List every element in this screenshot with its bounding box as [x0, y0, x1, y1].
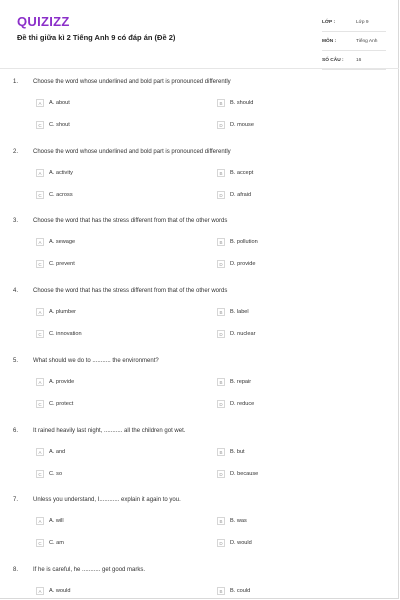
header-divider: [0, 68, 399, 69]
option-letter-box: B: [217, 587, 225, 595]
meta-row-class: [322, 13, 386, 32]
option-letter-box: C: [36, 470, 44, 478]
question-number: 4.: [13, 288, 19, 294]
option-letter-box: A: [36, 378, 44, 386]
meta-table: [322, 13, 386, 70]
answer-option-b[interactable]: [217, 238, 258, 246]
option-letter-box: D: [217, 191, 225, 199]
answer-option-c[interactable]: [36, 400, 73, 408]
option-letter-box: A: [36, 448, 44, 456]
question-text: Choose the word that has the stress different from that of the other words: [33, 288, 228, 294]
option-letter-box: A: [36, 99, 44, 107]
option-text: D. nuclear: [230, 331, 256, 337]
option-text: B. could: [230, 588, 251, 594]
question-number: 5.: [13, 358, 19, 364]
option-text: A. will: [49, 518, 64, 524]
answer-option-c[interactable]: [36, 260, 75, 268]
option-text: A. plumber: [49, 309, 77, 315]
option-letter-box: B: [217, 378, 225, 386]
option-text: D. mouse: [230, 122, 254, 128]
option-text: D. afraid: [230, 192, 252, 198]
option-text: C. shout: [49, 122, 70, 128]
answer-option-a[interactable]: [36, 378, 74, 386]
answer-option-d[interactable]: [217, 260, 256, 268]
option-text: A. provide: [49, 379, 75, 385]
option-letter-box: B: [217, 448, 225, 456]
option-letter-box: A: [36, 517, 44, 525]
option-letter-box: B: [217, 308, 225, 316]
option-letter-box: A: [36, 238, 44, 246]
answer-option-d[interactable]: [217, 330, 256, 338]
answer-option-b[interactable]: [217, 517, 247, 525]
answer-option-c[interactable]: [36, 191, 73, 199]
question-number: 7.: [13, 497, 19, 503]
question-number: 3.: [13, 218, 19, 224]
meta-value: 16: [356, 57, 362, 63]
meta-value: Tiếng Anh: [356, 38, 378, 44]
option-text: B. accept: [230, 170, 254, 176]
question-number: 1.: [13, 79, 19, 85]
option-text: D. reduce: [230, 401, 255, 407]
answer-option-b[interactable]: [217, 308, 249, 316]
option-letter-box: D: [217, 330, 225, 338]
question-text: Unless you understand, I............ explain it again to you.: [33, 497, 181, 503]
meta-label: SỐ CÂU :: [322, 57, 344, 63]
option-letter-box: D: [217, 260, 225, 268]
option-letter-box: D: [217, 470, 225, 478]
option-text: B. label: [230, 309, 249, 315]
answer-option-a[interactable]: [36, 448, 65, 456]
question-text: It rained heavily last night, ........... all the children got wet.: [33, 428, 186, 434]
answer-option-a[interactable]: [36, 587, 70, 595]
answer-option-d[interactable]: [217, 191, 251, 199]
answer-option-c[interactable]: [36, 330, 82, 338]
answer-option-a[interactable]: [36, 517, 64, 525]
page-title: Đề thi giữa kì 2 Tiếng Anh 9 có đáp án (Đề 2): [17, 33, 176, 42]
option-letter-box: D: [217, 121, 225, 129]
option-letter-box: B: [217, 238, 225, 246]
answer-option-b[interactable]: [217, 587, 250, 595]
question-text: Choose the word whose underlined and bold part is pronounced differently: [33, 79, 231, 85]
option-letter-box: A: [36, 587, 44, 595]
option-text: B. should: [230, 100, 254, 106]
option-text: D. provide: [230, 261, 256, 267]
answer-option-c[interactable]: [36, 539, 64, 547]
answer-option-d[interactable]: [217, 470, 258, 478]
answer-option-a[interactable]: [36, 308, 76, 316]
option-letter-box: C: [36, 539, 44, 547]
answer-option-b[interactable]: [217, 169, 253, 177]
answer-option-c[interactable]: [36, 121, 70, 129]
option-letter-box: C: [36, 400, 44, 408]
option-letter-box: B: [217, 169, 225, 177]
option-letter-box: A: [36, 169, 44, 177]
option-text: C. across: [49, 192, 73, 198]
option-text: C. prevent: [49, 261, 75, 267]
option-letter-box: C: [36, 330, 44, 338]
option-letter-box: C: [36, 121, 44, 129]
answer-option-b[interactable]: [217, 99, 253, 107]
question-number: 6.: [13, 428, 19, 434]
quizizz-logo: QUIZIZZ: [17, 14, 70, 29]
question-text: If he is careful, he ........... get good marks.: [33, 567, 146, 573]
option-text: C. am: [49, 540, 64, 546]
meta-value: Lớp 9: [356, 19, 369, 25]
option-text: B. repair: [230, 379, 252, 385]
question-text: What should we do to ........... the environment?: [33, 358, 159, 364]
option-text: D. would: [230, 540, 252, 546]
answer-option-d[interactable]: [217, 539, 252, 547]
option-text: B. pollution: [230, 239, 258, 245]
option-text: C. innovation: [49, 331, 82, 337]
answer-option-b[interactable]: [217, 378, 251, 386]
option-text: A. about: [49, 100, 70, 106]
option-text: C. so: [49, 471, 63, 477]
option-text: B. but: [230, 449, 245, 455]
option-letter-box: C: [36, 260, 44, 268]
answer-option-c[interactable]: [36, 470, 62, 478]
option-letter-box: B: [217, 517, 225, 525]
option-text: A. sewage: [49, 239, 76, 245]
question-number: 8.: [13, 567, 19, 573]
question-number: 2.: [13, 149, 19, 155]
meta-label: MÔN :: [322, 38, 337, 44]
option-text: A. activity: [49, 170, 73, 176]
question-text: Choose the word that has the stress different from that of the other words: [33, 218, 228, 224]
answer-option-d[interactable]: [217, 400, 254, 408]
option-letter-box: D: [217, 400, 225, 408]
answer-option-a[interactable]: [36, 169, 73, 177]
option-text: B. was: [230, 518, 247, 524]
answer-option-a[interactable]: [36, 238, 75, 246]
option-text: A. and: [49, 449, 66, 455]
answer-option-b[interactable]: [217, 448, 245, 456]
meta-row-subject: [322, 32, 386, 51]
meta-label: LỚP :: [322, 19, 336, 25]
question-text: Choose the word whose underlined and bold part is pronounced differently: [33, 149, 231, 155]
option-text: A. would: [49, 588, 71, 594]
option-letter-box: D: [217, 539, 225, 547]
option-letter-box: C: [36, 191, 44, 199]
option-letter-box: B: [217, 99, 225, 107]
answer-option-a[interactable]: [36, 99, 70, 107]
option-letter-box: A: [36, 308, 44, 316]
option-text: C. protect: [49, 401, 74, 407]
answer-option-d[interactable]: [217, 121, 254, 129]
option-text: D. because: [230, 471, 259, 477]
